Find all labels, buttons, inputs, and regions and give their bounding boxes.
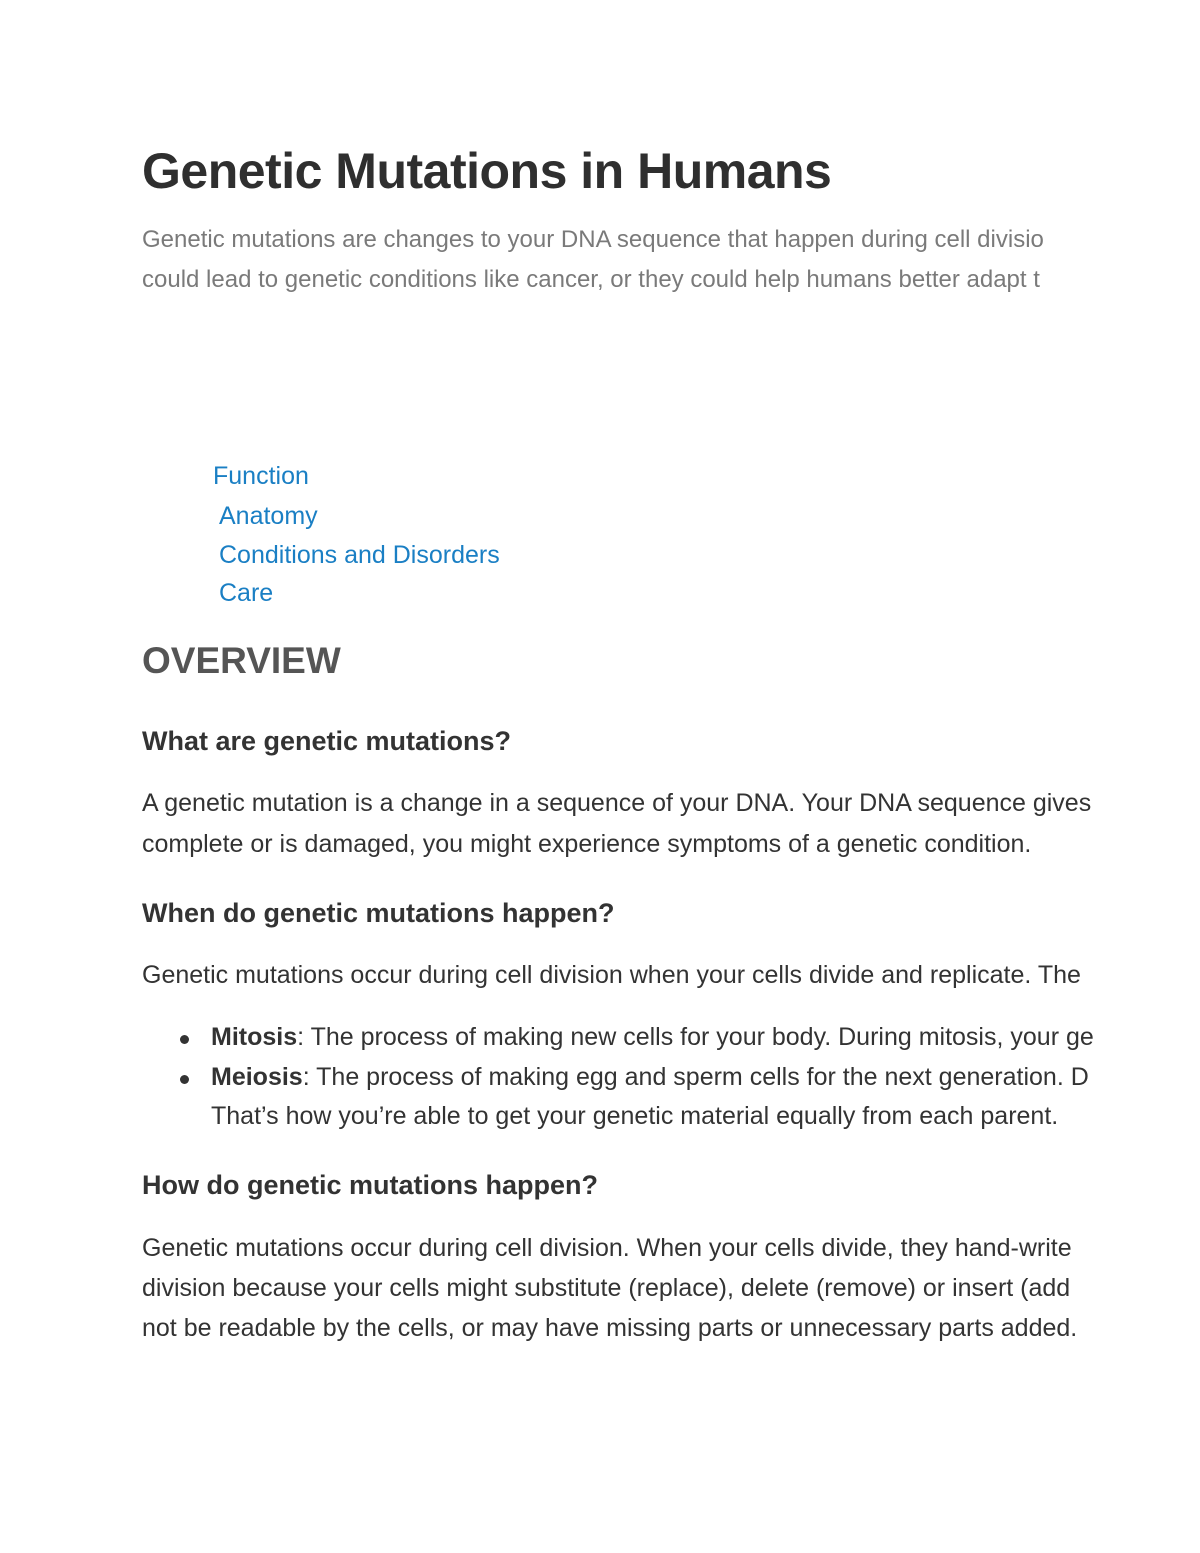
section-heading-when: When do genetic mutations happen?: [142, 898, 615, 928]
intro-text: could lead to genetic conditions like cancer, or they could help humans better adapt t: [142, 266, 1040, 293]
section-heading-how: How do genetic mutations happen?: [142, 1170, 599, 1200]
toc-link-function[interactable]: Function: [213, 462, 309, 490]
section-heading-what: What are genetic mutations?: [142, 726, 512, 756]
toc-link-care[interactable]: Care: [219, 579, 274, 607]
list-item-mitosis: [211, 1023, 1094, 1052]
bullet-term: Mitosis: [211, 1023, 298, 1051]
paragraph-line: division because your cells might substitute (replace), delete (remove) or insert (add: [142, 1274, 1071, 1302]
toc-link-anatomy[interactable]: Anatomy: [219, 502, 318, 530]
toc-link-conditions[interactable]: Conditions and Disorders: [219, 541, 500, 569]
intro-text: Genetic mutations are changes to your DNA sequence that happen during cell divisio: [142, 226, 1044, 253]
paragraph-line: Genetic mutations occur during cell division when your cells divide and replicate. The: [142, 961, 1081, 989]
paragraph-line: Genetic mutations occur during cell division. When your cells divide, they hand-write: [142, 1234, 1072, 1262]
bullet-continuation: That’s how you’re able to get your genetic material equally from each parent.: [211, 1102, 1059, 1130]
paragraph-line: complete or is damaged, you might experience symptoms of a genetic condition.: [142, 830, 1032, 858]
bullet-dot-icon: [180, 1035, 189, 1044]
bullet-dot-icon: [180, 1075, 189, 1084]
bullet-term: Meiosis: [211, 1063, 303, 1091]
bullet-text: : The process of making new cells for your body. During mitosis, your ge: [297, 1023, 1094, 1051]
paragraph-line: not be readable by the cells, or may have missing parts or unnecessary parts added.: [142, 1314, 1078, 1342]
list-item-meiosis: [211, 1063, 1089, 1092]
paragraph-line: A genetic mutation is a change in a sequence of your DNA. Your DNA sequence gives: [142, 789, 1092, 817]
bullet-text: : The process of making egg and sperm cells for the next generation. D: [302, 1063, 1089, 1091]
page-title: Genetic Mutations in Humans: [142, 143, 832, 199]
overview-heading: OVERVIEW: [142, 640, 341, 681]
